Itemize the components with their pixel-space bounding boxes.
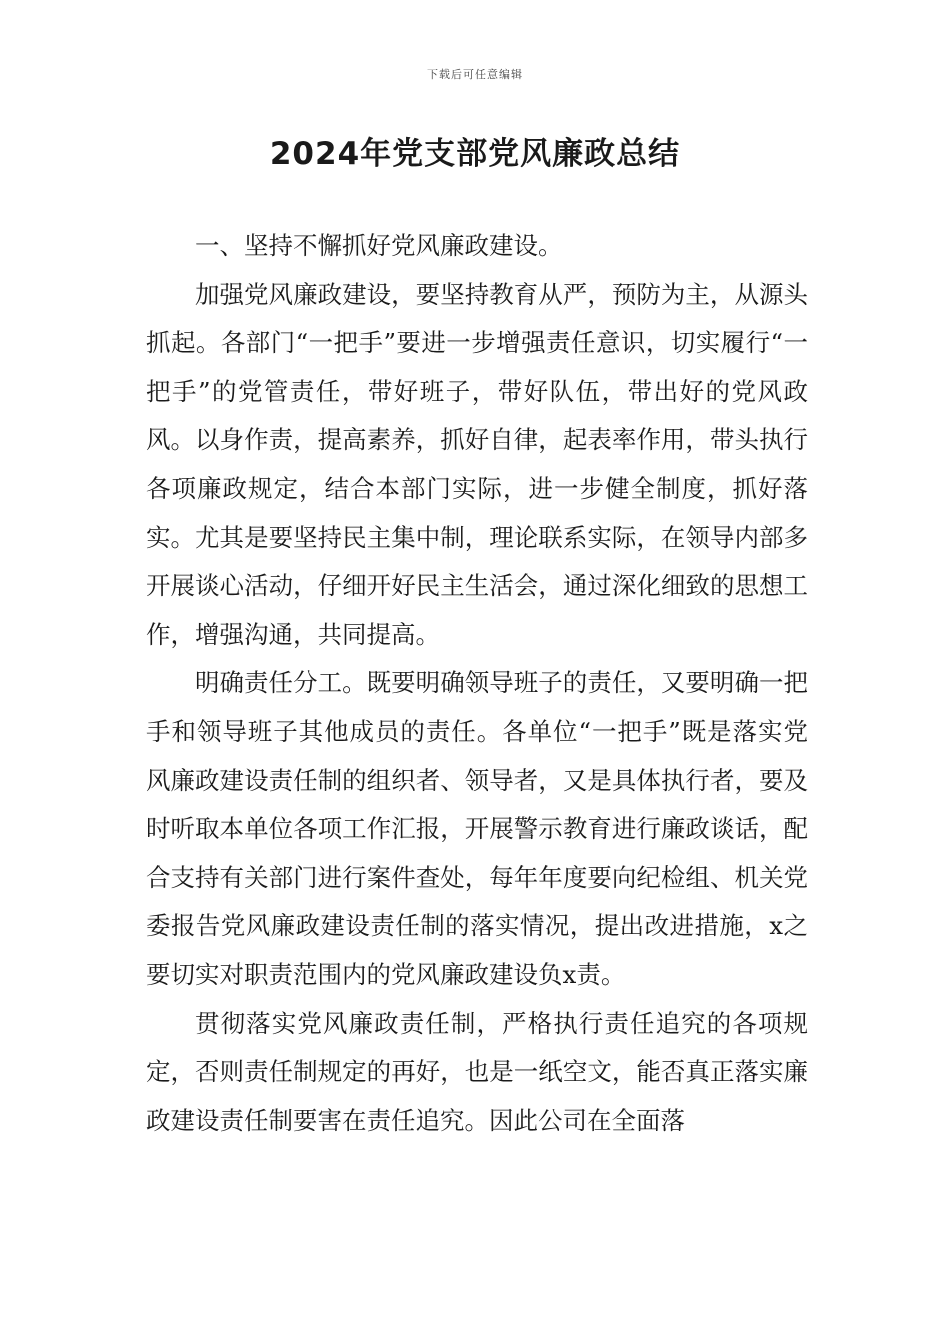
section-heading: 一、坚持不懈抓好党风廉政建设。 xyxy=(195,231,563,260)
body-paragraph: 加强党风廉政建设，要坚持教育从严，预防为主，从源头抓起。各部门“一把手”要进一步增强责任意识，切实履行“一把手”的党管责任，带好班子，带好队伍，带出好的党风政风。以身作责，提高素养，抓好自律，起表率作用，带头执行各项廉政规定，结合本部门实际，进一步健全制度，抓好落实。尤其是要坚持民主集中制，理论联系实际，在领导内部多开展谈心活动，仔细开好民主生活会，通过深化细致的思想工作，增强沟通，共同提高。 xyxy=(146,279,808,649)
body-paragraph: 贯彻落实党风廉政责任制，严格执行责任追究的各项规定，否则责任制规定的再好，也是一纸空文，能否真正落实廉政建设责任制要害在责任追究。因此公司在全面落 xyxy=(146,1008,808,1135)
document-body xyxy=(146,222,808,1145)
header-note: 下载后可任意编辑 xyxy=(427,68,523,81)
body-paragraph: 明确责任分工。既要明确领导班子的责任，又要明确一把手和领导班子其他成员的责任。各单位“一把手”既是落实党风廉政建设责任制的组织者、领导者，又是具体执行者，要及时听取本单位各项工作汇报，开展警示教育进行廉政谈话，配合支持有关部门进行案件查处，每年年度要向纪检组、机关党委报告党风廉政建设责任制的落实情况，提出改进措施，x之要切实对职责范围内的党风廉政建设负x责。 xyxy=(146,668,808,989)
document-title: 2024年党支部党风廉政总结 xyxy=(269,136,681,172)
